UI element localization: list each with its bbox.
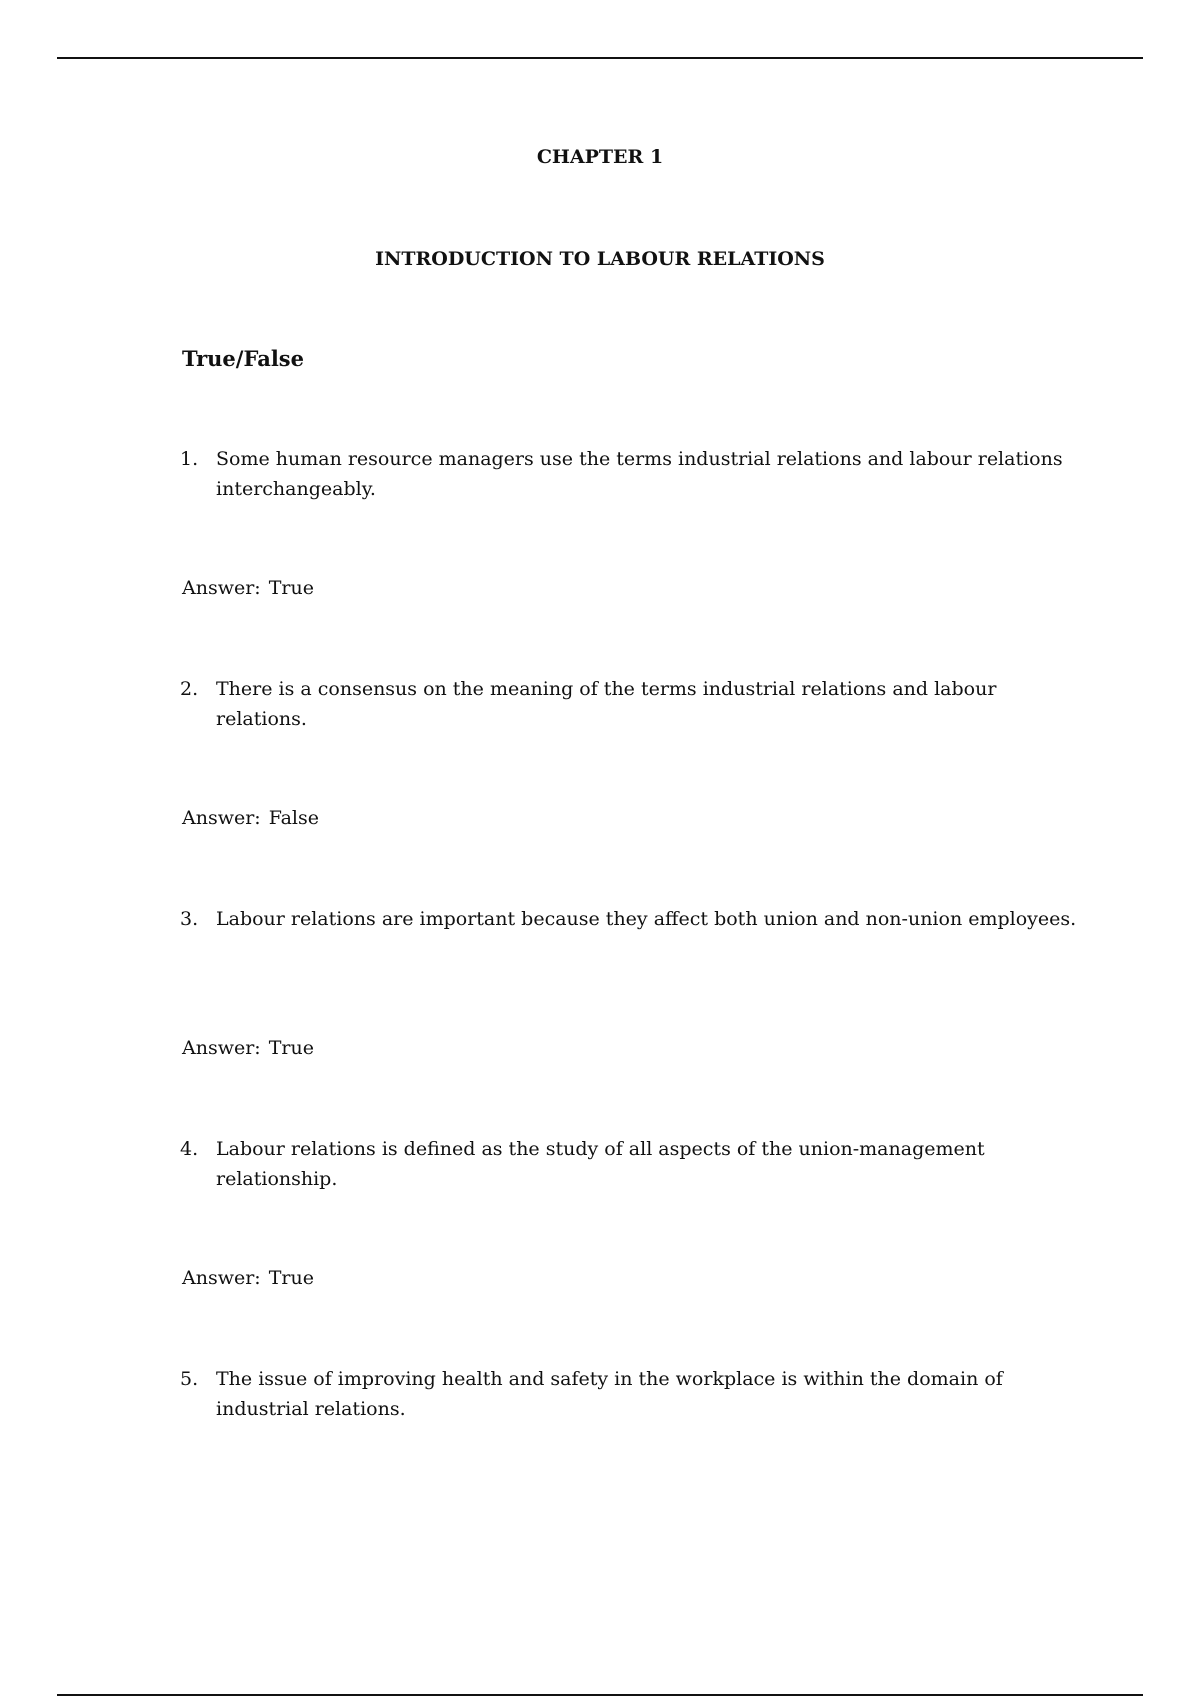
answer-3: [182, 1037, 314, 1059]
question-number: 2.: [180, 678, 199, 700]
top-rule: [57, 57, 1143, 59]
question-text: Some human resource managers use the terms industrial relations and labour relations interchangeably.: [216, 448, 1063, 500]
question-text: Labour relations are important because they affect both union and non-union employees.: [216, 908, 1077, 930]
answer-value: True: [268, 577, 314, 599]
answer-1: [182, 577, 314, 599]
question-number: 1.: [180, 448, 199, 470]
question-number: 5.: [180, 1368, 199, 1390]
section-heading: True/False: [182, 346, 304, 371]
question-text: There is a consensus on the meaning of the terms industrial relations and labour relations.: [216, 678, 997, 730]
question-5: [180, 1364, 1080, 1424]
question-text: Labour relations is defined as the study of all aspects of the union-management relationship.: [216, 1138, 985, 1190]
chapter-title: INTRODUCTION TO LABOUR RELATIONS: [375, 248, 825, 270]
question-1: [180, 444, 1080, 504]
question-text: The issue of improving health and safety in the workplace is within the domain of industrial relations.: [216, 1368, 1003, 1420]
answer-label: Answer:: [182, 577, 261, 599]
answer-value: True: [268, 1267, 314, 1289]
chapter-heading: CHAPTER 1: [536, 146, 664, 168]
answer-label: Answer:: [182, 807, 261, 829]
question-3: [180, 904, 1080, 934]
question-number: 4.: [180, 1138, 199, 1160]
answer-label: Answer:: [182, 1267, 261, 1289]
question-number: 3.: [180, 908, 199, 930]
answer-4: [182, 1267, 314, 1289]
question-4: [180, 1134, 1080, 1194]
answer-value: True: [268, 1037, 314, 1059]
answer-value: False: [268, 807, 319, 829]
answer-2: [182, 807, 319, 829]
question-2: [180, 674, 1080, 734]
answer-label: Answer:: [182, 1037, 261, 1059]
bottom-rule: [57, 1694, 1143, 1696]
